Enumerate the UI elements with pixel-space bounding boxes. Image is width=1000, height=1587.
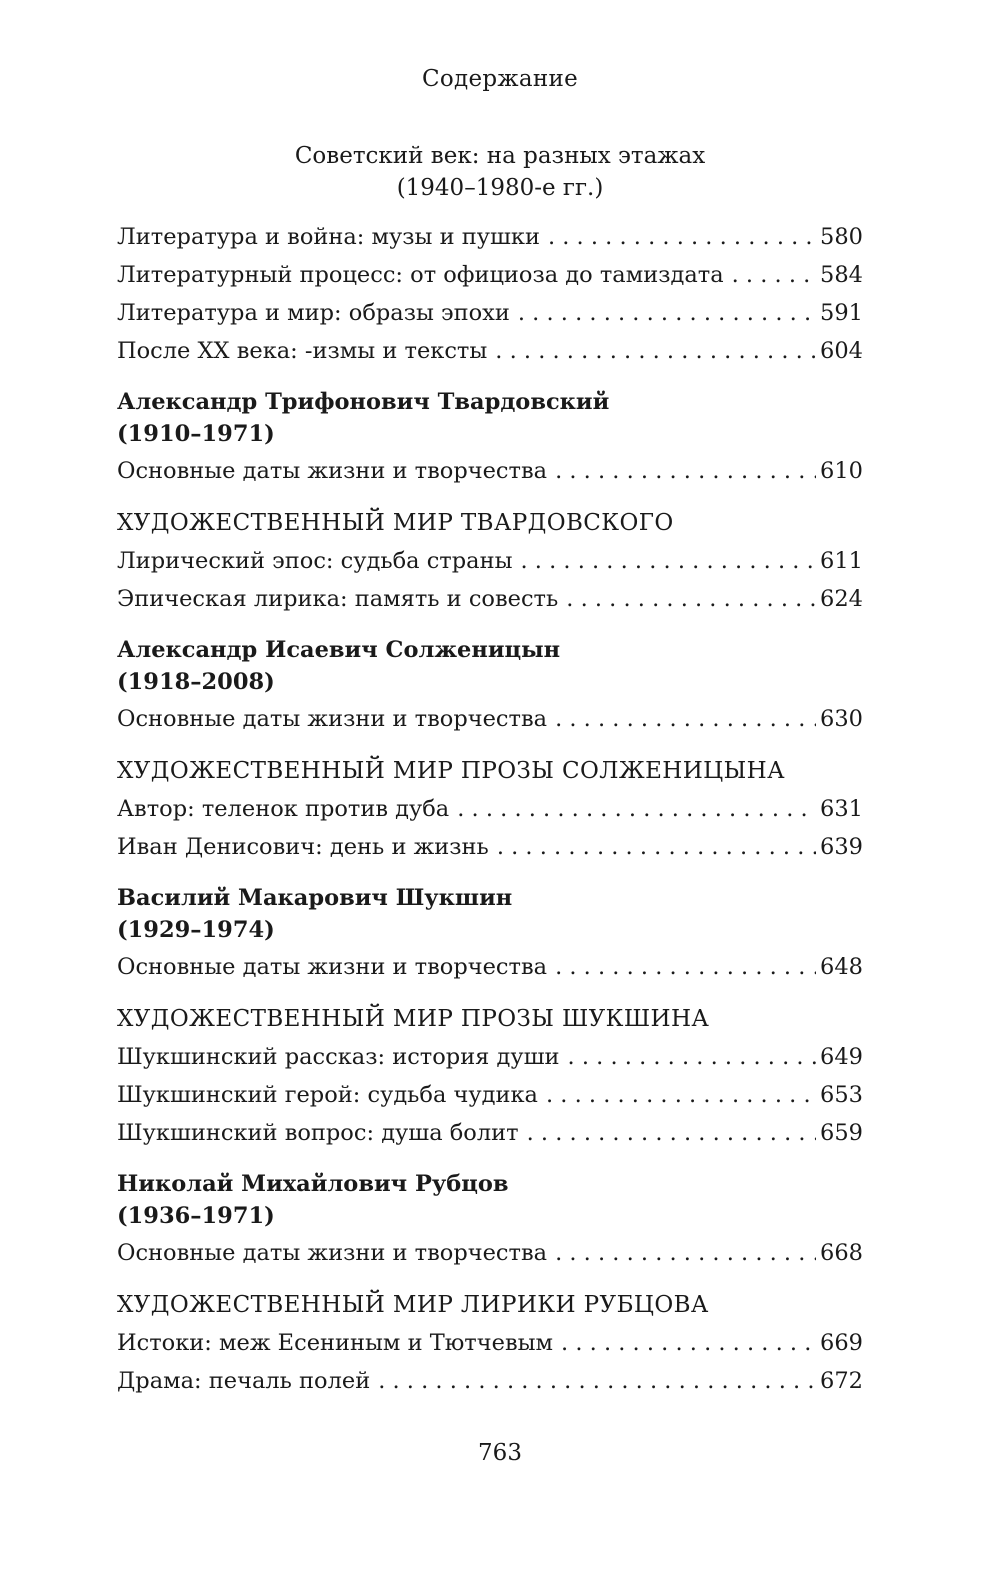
author-name: Александр Исаевич Солженицын [117, 637, 561, 663]
toc-entry-title: Иван Денисович: день и жизнь [117, 834, 489, 860]
toc-entry[interactable] [117, 1324, 863, 1362]
toc-entry-page: 669 [820, 1330, 863, 1356]
dot-leader [568, 1038, 817, 1076]
author-years: (1929–1974) [117, 917, 275, 943]
toc-entry-title: Шукшинский вопрос: душа болит [117, 1120, 519, 1146]
toc-entry-page: 580 [820, 224, 863, 250]
dot-leader [497, 828, 816, 866]
toc-entry-page: 604 [820, 338, 863, 364]
toc-entry-title: Шукшинский рассказ: история души [117, 1044, 560, 1070]
dot-leader [561, 1324, 816, 1362]
part-title [0, 140, 1000, 204]
author-name: Николай Михайлович Рубцов [117, 1171, 509, 1197]
dot-leader [555, 452, 816, 490]
author-years: (1936–1971) [117, 1203, 275, 1229]
dot-leader [548, 218, 816, 256]
author-heading [117, 882, 863, 946]
running-head: Содержание [421, 66, 579, 92]
toc-entry-title: Автор: теленок против дуба [117, 796, 450, 822]
toc-entry[interactable] [117, 1234, 863, 1272]
toc-entry[interactable] [117, 452, 863, 490]
toc-entry-title: Основные даты жизни и творчества [117, 1240, 548, 1266]
toc-entry-title: Эпическая лирика: память и совесть [117, 586, 559, 612]
author-years: (1918–2008) [117, 669, 275, 695]
toc-entry[interactable] [117, 294, 863, 332]
author-years: (1910–1971) [117, 421, 275, 447]
dot-leader [518, 294, 816, 332]
toc-entry-page: 624 [820, 586, 863, 612]
section-heading: ХУДОЖЕСТВЕННЫЙ МИР ТВАРДОВСКОГО [117, 510, 674, 536]
dot-leader [520, 542, 816, 580]
toc-entry-page: 668 [820, 1240, 863, 1266]
author-heading [117, 386, 863, 450]
dot-leader [495, 332, 816, 370]
toc-entry[interactable] [117, 256, 863, 294]
toc-entry-page: 648 [820, 954, 863, 980]
author-name: Василий Макарович Шукшин [117, 885, 513, 911]
toc-entry[interactable] [117, 1362, 863, 1400]
toc-entry-page: 672 [820, 1368, 863, 1394]
toc-entry-page: 649 [820, 1044, 863, 1070]
author-heading [117, 634, 863, 698]
toc-entry-page: 639 [820, 834, 863, 860]
toc-entry[interactable] [117, 790, 863, 828]
toc-entry-page: 659 [820, 1120, 863, 1146]
section-heading: ХУДОЖЕСТВЕННЫЙ МИР ПРОЗЫ СОЛЖЕНИЦЫНА [117, 758, 785, 784]
dot-leader [555, 1234, 816, 1272]
toc-entry-title: Литература и мир: образы эпохи [117, 300, 510, 326]
toc-entry-page: 653 [820, 1082, 863, 1108]
page-number: 763 [478, 1440, 522, 1466]
toc-entry-page: 610 [820, 458, 863, 484]
toc-entry-page: 631 [820, 796, 863, 822]
toc-entry[interactable] [117, 948, 863, 986]
toc-entry-title: Истоки: меж Есениным и Тютчевым [117, 1330, 554, 1356]
toc-entry[interactable] [117, 1114, 863, 1152]
dot-leader [555, 700, 816, 738]
toc-entry[interactable] [117, 218, 863, 256]
toc-entry-title: Литература и война: музы и пушки [117, 224, 540, 250]
toc-entry-title: Основные даты жизни и творчества [117, 706, 548, 732]
toc-entry[interactable] [117, 332, 863, 370]
toc-entry-title: После XX века: -измы и тексты [117, 338, 488, 364]
toc-entry[interactable] [117, 700, 863, 738]
section-heading: ХУДОЖЕСТВЕННЫЙ МИР ПРОЗЫ ШУКШИНА [117, 1006, 710, 1032]
toc-entry-title: Литературный процесс: от официоза до тамиздата [117, 262, 724, 288]
dot-leader [566, 580, 816, 618]
author-name: Александр Трифонович Твардовский [117, 389, 610, 415]
dot-leader [732, 256, 816, 294]
toc-entry-title: Драма: печаль полей [117, 1368, 371, 1394]
toc-entry[interactable] [117, 1076, 863, 1114]
toc-entry-page: 611 [820, 548, 863, 574]
dot-leader [457, 790, 816, 828]
toc-entry[interactable] [117, 580, 863, 618]
dot-leader [546, 1076, 816, 1114]
part-title-years: (1940–1980-е гг.) [396, 175, 604, 201]
toc-entry[interactable] [117, 1038, 863, 1076]
toc-entry-page: 630 [820, 706, 863, 732]
toc-entry[interactable] [117, 542, 863, 580]
toc-entry-title: Шукшинский герой: судьба чудика [117, 1082, 538, 1108]
dot-leader [527, 1114, 816, 1152]
table-of-contents [117, 218, 863, 1400]
toc-entry-title: Основные даты жизни и творчества [117, 458, 548, 484]
author-heading [117, 1168, 863, 1232]
dot-leader [378, 1362, 816, 1400]
toc-entry-page: 584 [820, 262, 863, 288]
toc-entry-title: Лирический эпос: судьба страны [117, 548, 513, 574]
toc-entry-title: Основные даты жизни и творчества [117, 954, 548, 980]
section-heading: ХУДОЖЕСТВЕННЫЙ МИР ЛИРИКИ РУБЦОВА [117, 1292, 709, 1318]
toc-entry-page: 591 [820, 300, 863, 326]
part-title-line: Советский век: на разных этажах [294, 143, 706, 169]
toc-entry[interactable] [117, 828, 863, 866]
dot-leader [555, 948, 816, 986]
